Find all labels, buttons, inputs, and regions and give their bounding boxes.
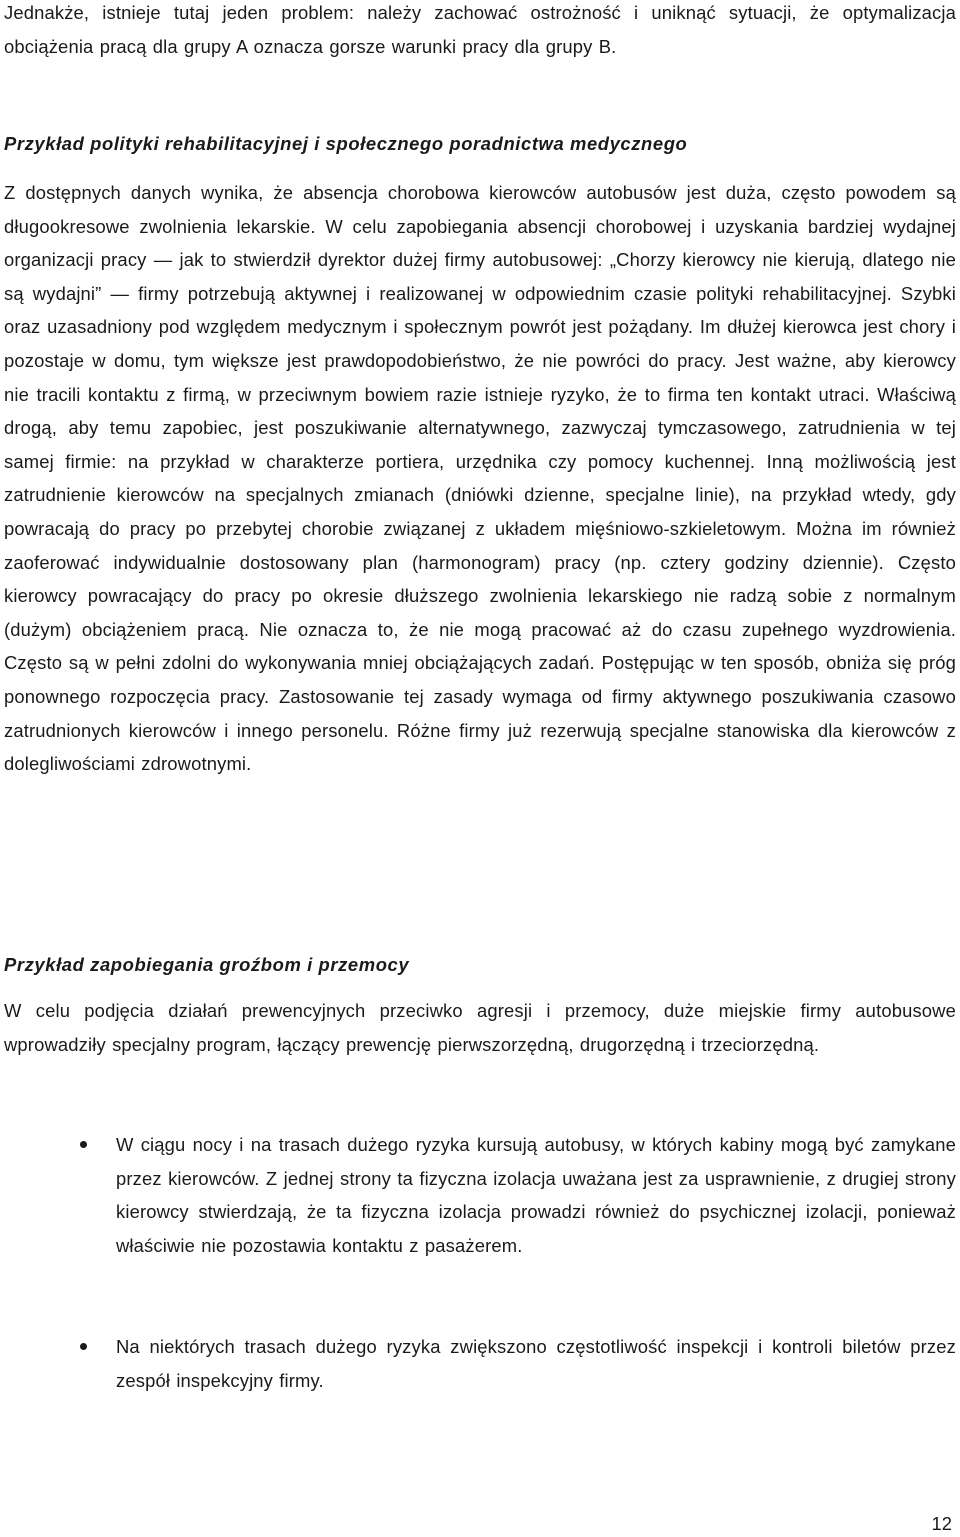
section-heading-violence-prevention: Przykład zapobiegania groźbom i przemocy xyxy=(4,954,410,975)
bullet-list xyxy=(4,1330,956,1397)
rehabilitation-paragraph: Z dostępnych danych wynika, że absencja chorobowa kierowców autobusów jest duża, często powodem są długookresowe zwolnienia lekarskie. W celu zapobiegania absencji chorobowej i uzyskania bardziej wydajnej organizacji pracy — jak to stwierdził dyrektor dużej firmy autobusowej: „Chorzy kierowcy nie kierują, dlatego nie są wydajni” — firmy potrzebują aktywnej i realizowanej w odpowiednim czasie polityki rehabilitacyjnej. Szybki oraz uzasadniony pod względem medycznym i społecznym powrót jest pożądany. Im dłużej kierowca jest chory i pozostaje w domu, tym większe jest prawdopodobieństwo, że nie powróci do pracy. Jest ważne, aby kierowcy nie tracili kontaktu z firmą, w przeciwnym bowiem razie istnieje ryzyko, że to firma ten kontakt utraci. Właściwą drogą, aby temu zapobiec, jest poszukiwanie alternatywnego, zazwyczaj tymczasowego, zatrudnienia w tej samej firmie: na przykład w charakterze portiera, urzędnika czy pomocy kuchennej. Inną możliwością jest zatrudnienie kierowców na specjalnych zmianach (dniówki dzienne, specjalne linie), na przykład wtedy, gdy powracają do pracy po przebytej chorobie związanej z układem mięśniowo-szkieletowym. Można im również zaoferować indywidualnie dostosowany plan (harmonogram) pracy (np. cztery godziny dziennie). Często kierowcy powracający do pracy po okresie dłuższego zwolnienia lekarskiego nie radzą sobie z normalnym (dużym) obciążeniem pracą. Nie oznacza to, że nie mogą pracować aż do czasu zupełnego wyzdrowienia. Często są w pełni zdolni do wykonywania mniej obciążających zadań. Postępując w ten sposób, obniża się próg ponownego rozpoczęcia pracy. Zastosowanie tej zasady wymaga od firmy aktywnego poszukiwania czasowo zatrudnionych kierowców i innego personelu. Różne firmy już rezerwują specjalne stanowiska dla kierowców z dolegliwościami zdrowotnymi. xyxy=(4,182,956,775)
violence-prevention-paragraph: W celu podjęcia działań prewencyjnych przeciwko agresji i przemocy, duże miejskie firmy autobusowe wprowadziły specjalny program, łączący prewencję pierwszorzędną, drugorzędną i trzeciorzędną. xyxy=(4,1000,956,1055)
section-heading-rehabilitation: Przykład polityki rehabilitacyjnej i społecznego poradnictwa medycznego xyxy=(4,133,688,154)
bullet-text: W ciągu nocy i na trasach dużego ryzyka kursują autobusy, w których kabiny mogą być zamykane przez kierowców. Z jednej strony ta fizyczna izolacja uważana jest za usprawnienie, z drugiej strony kierowcy stwierdzają, że ta fizyczna izolacja prowadzi również do psychicznej izolacji, ponieważ właściwie nie pozostawia kontaktu z pasażerem. xyxy=(116,1134,956,1256)
bullet-list xyxy=(4,1128,956,1262)
bullet-text: Na niektórych trasach dużego ryzyka zwiększono częstotliwość inspekcji i kontroli biletów przez zespół inspekcyjny firmy. xyxy=(116,1336,956,1391)
bullet-icon xyxy=(80,1343,87,1350)
list-item xyxy=(4,1128,956,1262)
intro-paragraph: Jednakże, istnieje tutaj jeden problem: należy zachować ostrożność i uniknąć sytuacji, że optymalizacja obciążenia pracą dla grupy A oznacza gorsze warunki pracy dla grupy B. xyxy=(4,2,956,57)
page-number: 12 xyxy=(931,1513,952,1534)
list-item xyxy=(4,1330,956,1397)
bullet-icon xyxy=(80,1141,87,1148)
